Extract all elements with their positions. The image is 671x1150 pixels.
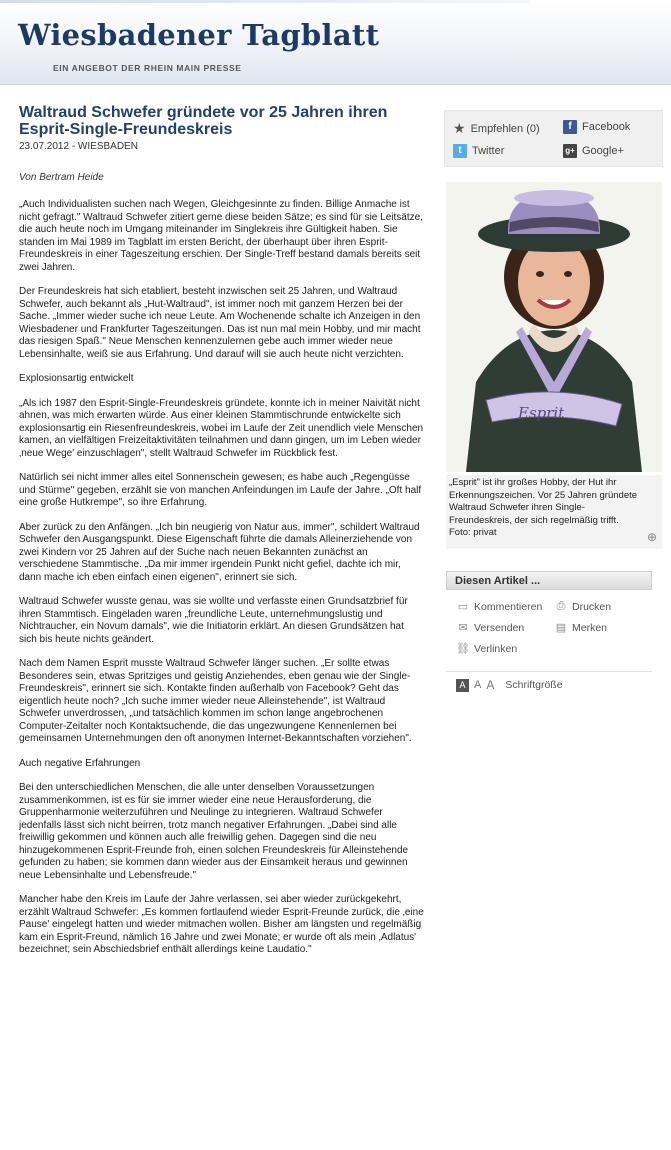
- facebook-button[interactable]: [563, 120, 630, 134]
- comment-label: Kommentieren: [474, 600, 543, 613]
- facebook-icon: f: [563, 120, 577, 134]
- printer-icon: ⎙: [556, 600, 566, 612]
- article-body: [19, 199, 424, 957]
- article-subheading: Auch negative Erfahrungen: [19, 757, 141, 769]
- article: [19, 104, 424, 969]
- link-label: Verlinken: [474, 642, 518, 655]
- bookmark-button[interactable]: [554, 621, 607, 634]
- googleplus-button[interactable]: [563, 144, 624, 158]
- recommend-label: Empfehlen (0): [470, 122, 540, 135]
- link-button[interactable]: [456, 642, 517, 655]
- bookmark-label: Merken: [572, 621, 608, 634]
- send-button[interactable]: [456, 621, 524, 634]
- article-paragraph: Aber zurück zu den Anfängen. „Ich bin neugierig von Natur aus, immer", schildert Waltraud Schwefer den Ausgangspunkt. Diese Eigenschaft führte die damals Alleinerziehende von zwei Kindern vor 25 Jahren auf der Suche nach neuen Bekannten zunächst an verschiedene Stammtische. „Da mir immer irgendein Punkt nicht gefiel, dachte ich mir, dann mache ich eben einfach einen eigenen", erinnert sie sich.: [19, 521, 420, 583]
- photo-caption-text: „Esprit" ist ihr großes Hobby, der Hut ihr Erkennungszeichen. Vor 25 Jahren gründete Waltraud Schwefer ihren Single-Freundeskreis, der sich regelmäßig trifft. Foto: privat: [449, 477, 638, 538]
- comment-icon: ▭: [457, 601, 469, 613]
- zoom-icon[interactable]: ⊕: [646, 530, 657, 544]
- article-paragraph: Waltraud Schwefer wusste genau, was sie wollte und verfasste einen Grundsatzbrief für ihren Stammtisch. Eingeladen waren „freundliche Leute, unternehmungslustig und Nichtraucher, ein Novum damals", wie die Initiatorin erklärt. An diesen Grundsätzen hat sich bis heute nichts geändert.: [19, 596, 408, 645]
- font-size-label: Schriftgröße: [505, 679, 563, 691]
- article-subheading: Explosionsartig entwickelt: [19, 373, 134, 384]
- article-title: Waltraud Schwefer gründete vor 25 Jahren ihren Esprit-Single-Freundeskreis: [19, 104, 388, 138]
- googleplus-label: Google+: [582, 145, 624, 157]
- twitter-icon: t: [453, 144, 467, 158]
- facebook-label: Facebook: [582, 121, 631, 133]
- font-size-medium-button[interactable]: A: [474, 679, 482, 691]
- site-logo[interactable]: Wiesbadener Tagblatt: [18, 18, 380, 52]
- site-header: [0, 0, 671, 85]
- article-paragraph: „Auch Individualisten suchen nach Wegen, Gleichgesinnte zu finden. Billige Anmache ist nicht gefragt." Waltraud Schwefer zitiert gerne diese beiden Sätze; es sind für sie Leitsätze, die auch heute noch im Umgang miteinander im Singlekreis ihre Gültigkeit haben. Sie standen im Mai 1989 im Tagblatt im ersten Bericht, der überhaupt über ihren Esprit-Freundeskreis in einer Tageszeitung erschien. Der Single-Treff bestand damals bereits seit zwei Jahren.: [19, 199, 423, 273]
- link-icon: ⛓: [456, 643, 470, 655]
- bookmark-icon: ▤: [555, 622, 567, 634]
- print-button[interactable]: [554, 600, 611, 613]
- header-top-line: [0, 0, 530, 3]
- article-author: Von Bertram Heide: [19, 172, 104, 183]
- portrait-illustration: [446, 182, 662, 472]
- article-paragraph: Bei den unterschiedlichen Menschen, die alle unter denselben Voraussetzungen zusammenkommen, ist es für sie immer wieder eine neue Herausforderung, die Gruppenharmonie weiterzuführen und Neulinge zu integrieren. Waltraud Schwefer jedenfalls lässt sich nicht beirren, trotz manch negativer Erfahrungen. „Dabei sind alle freiwillig gekommen und können auch alle freiwillig gehen. Dagegen sind die neu hinzugekommenen Esprit-Freunde froh, einen solchen Freundeskreis für Alleinstehende gefunden zu haben; sie kommen dann wieder aus der Einsamkeit heraus und gewinnen neue Lebensinhalte und Lebensfreude.": [19, 782, 409, 881]
- article-paragraph: Nach dem Namen Esprit musste Waltraud Schwefer länger suchen. „Er sollte etwas Besonderes sein, etwas Spritziges und geistig Anziehendes, eben genau wie der Single-Freundeskreis", erinnert sie sich. Kontakte finden außerhalb von Facebook? Geht das eigentlich heute noch? „Ich suche immer wieder neue Alleinstehende", ist Waltraud Schwefer unverdrossen, „und tatsächlich kommen im schon lange angebrochenen Computer-Zeitalter noch Kontaktsuchende, die das ungezwungene Kennenlernen bei gemeinsamen Unternehmungen den oft anonymen Internet-Bekanntschaften vorziehen".: [19, 658, 412, 744]
- star-icon: ★: [453, 120, 466, 136]
- hat-lettering: Esprit: [518, 404, 565, 422]
- actions-heading: Diesen Artikel ...: [446, 571, 652, 590]
- font-size-small-button[interactable]: A: [456, 679, 469, 692]
- comment-button[interactable]: [456, 600, 542, 613]
- print-label: Drucken: [572, 600, 612, 613]
- twitter-button[interactable]: [453, 144, 504, 158]
- article-paragraph: Natürlich sei nicht immer alles eitel Sonnenschein gewesen; es habe auch „Regengüsse und Stürme" gegeben, erzählt sie von manchen Anfeindungen im Laufe der Jahre. „Oft half eine große Hutkrempe", so ihre Erfahrung.: [19, 472, 422, 508]
- googleplus-icon: g+: [563, 144, 577, 158]
- send-label: Versenden: [474, 621, 525, 634]
- site-tagline: EIN ANGEBOT DER RHEIN MAIN PRESSE: [53, 63, 242, 73]
- article-paragraph: Der Freundeskreis hat sich etabliert, besteht inzwischen seit 25 Jahren, und Waltraud Schwefer, auch bekannt als „Hut-Waltraud", ist immer noch mit ganzem Herzen bei der Sache. „Immer wieder suche ich neue Leute. Am Wochenende schalte ich Anzeigen in den Wiesbadener und Frankfurter Tageszeitungen. Das ist nun mal mein Hobby, und mir macht das riesigen Spaß." Neue Menschen kennenzulernen gebe auch immer wieder neue Lebensinhalte, weiß sie aus Erfahrung. Und darauf will sie auch heute nicht verzichten.: [19, 286, 421, 360]
- actions-divider: [446, 671, 652, 672]
- article-paragraph: Mancher habe den Kreis im Laufe der Jahre verlassen, sei aber wieder zurückgekehrt, erzählt Waltraud Schwefer: „Es kommen fortlaufend wieder Esprit-Freunde zurück, die ‚eine Pause' eingelegt hatten und wieder mitmachen wollen. Bisher am längsten und regelmäßig kam ein Esprit-Freund, nämlich 16 Jahre und zwei Monate; er wurde oft als mein ‚Adlatus' bezeichnet; sein Abschiedsbrief enthält allerdings keine Laudatio.": [19, 894, 424, 955]
- article-photo[interactable]: [446, 182, 662, 472]
- article-actions: [446, 571, 652, 698]
- twitter-label: Twitter: [472, 145, 505, 157]
- article-paragraph: „Als ich 1987 den Esprit-Single-Freundeskreis gründete, konnte ich in meiner Naivität nicht ahnen, was mich erwarten würde. Aus einer kleinen Stammtischrunde entwickelte sich explosionsartig ein Riesenfreundeskreis, wobei im Laufe der Zeit unendlich viele Menschen kamen, an vielfältigen Freizeitaktivitäten teilnahmen und dann gingen, um im Leben wieder ‚neue Wege' einzuschlagen", stellt Waltraud Schwefer im Rückblick fest.: [19, 397, 424, 459]
- article-meta: 23.07.2012 - WIESBADEN: [19, 141, 138, 152]
- photo-caption: [446, 475, 662, 549]
- recommend-button[interactable]: [453, 120, 540, 137]
- envelope-icon: ✉: [458, 622, 468, 634]
- font-size-controls: [456, 678, 563, 692]
- share-box: [444, 110, 663, 167]
- font-size-large-button[interactable]: A: [486, 678, 495, 692]
